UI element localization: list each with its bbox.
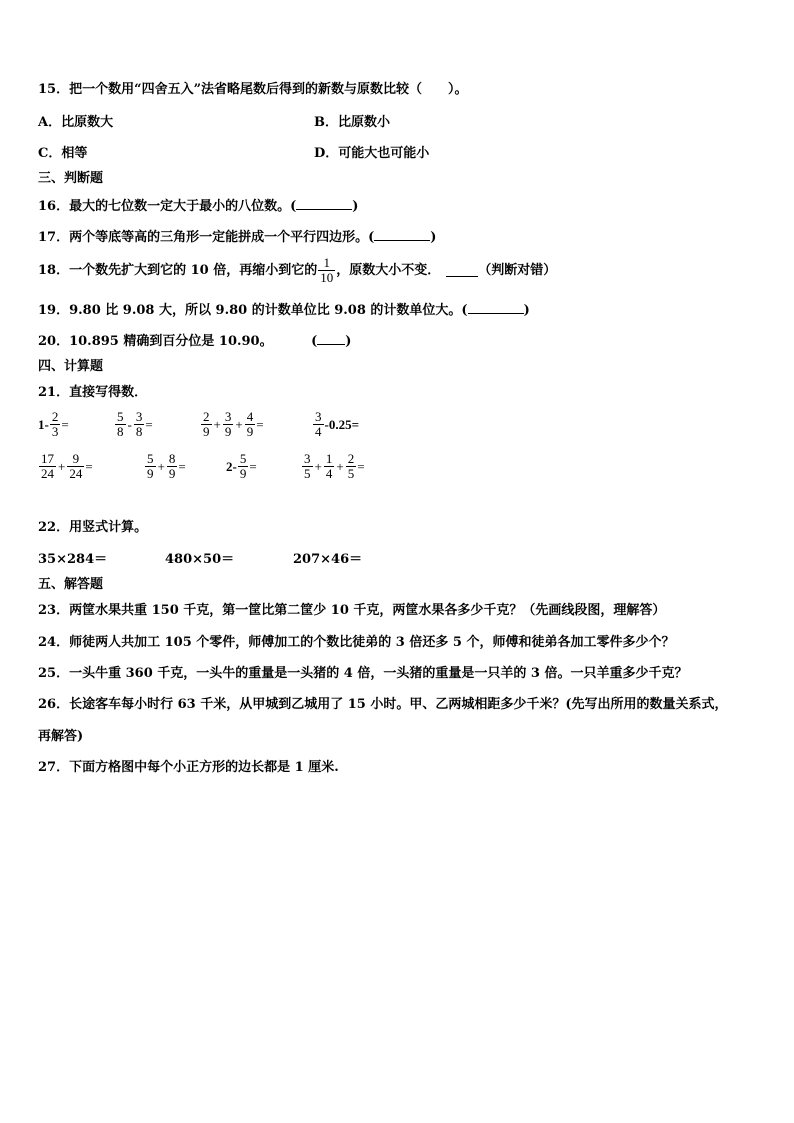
fraction-one-tenth: $\frac{1}{10}$: [320, 255, 334, 285]
question-17: 17．两个等底等高的三角形一定能拼成一个平行四边形。( ): [38, 230, 437, 245]
question-21: 21．直接写得数．: [38, 385, 148, 400]
vertical-calc-1: 35×284＝: [38, 552, 108, 567]
question-20: 20．10.895 精确到百分位是 10.90。 ( ): [38, 334, 352, 349]
question-16-text: 16．最大的七位数一定大于最小的八位数。(: [38, 199, 297, 214]
question-16: 16．最大的七位数一定大于最小的八位数。( ): [38, 199, 359, 214]
expr-4: $\frac{3}{4}$ -0.25=: [315, 409, 359, 439]
question-26-continued: 再解答): [38, 729, 84, 744]
question-20-text: 20．10.895 精确到百分位是 10.90。: [38, 334, 273, 349]
question-18-text: 18．一个数先扩大到它的 10 倍，再缩小到它的: [38, 262, 318, 278]
question-26: 26．长途客车每小时行 63 千米，从甲城到乙城用了 15 小时。甲、乙两城相距多少千米？(先写出所用的数量关系式，: [38, 697, 728, 712]
question-24: 24．师徒两人共加工 105 个零件，师傅加工的个数比徒弟的 3 倍还多 5 个，师傅和徒弟各加工零件多少个？: [38, 635, 675, 650]
question-25: 25．一头牛重 360 千克，一头牛的重量是一头猪的 4 倍，一头猪的重量是一只羊的 3 倍。一只羊重多少千克？: [38, 666, 688, 681]
expr-3: $\frac{2}{9}$ + $\frac{3}{9}$ + $\frac{4}{9}$ =: [203, 409, 264, 439]
question-19: 19．9.80 比 9.08 大，所以 9.80 的计数单位比 9.08 的计数单位大。( ): [38, 303, 530, 318]
question-18: 18．一个数先扩大到它的 10 倍，再缩小到它的 $\frac{1}{10}$ ，原数大小不变． （判断对错）: [38, 255, 557, 285]
answer-blank-16[interactable]: [296, 197, 352, 210]
expr-7: 2- $\frac{5}{9}$ =: [226, 451, 257, 481]
option-c[interactable]: C．相等: [38, 146, 88, 161]
question-17-text: 17．两个等底等高的三角形一定能拼成一个平行四边形。(: [38, 230, 375, 245]
section-heading-calculation: 四、计算题: [38, 359, 104, 374]
section-heading-solve: 五、解答题: [38, 577, 104, 592]
question-22: 22．用竖式计算。: [38, 520, 148, 535]
answer-blank-20[interactable]: [317, 332, 345, 345]
question-19-text: 19．9.80 比 9.08 大，所以 9.80 的计数单位比 9.08 的计数单位大。(: [38, 303, 468, 318]
option-d[interactable]: D．可能大也可能小: [314, 146, 430, 161]
option-a[interactable]: A．比原数大: [38, 115, 114, 130]
answer-blank-17[interactable]: [374, 228, 430, 241]
question-15: 15．把一个数用“四舍五入”法省略尾数后得到的新数与原数比较（ ）。: [38, 82, 468, 97]
section-heading-judgment: 三、判断题: [38, 171, 104, 186]
answer-blank-18[interactable]: [446, 264, 478, 277]
answer-blank-19[interactable]: [468, 301, 524, 314]
expr-2: $\frac{5}{8}$ - $\frac{3}{8}$ =: [117, 409, 153, 439]
question-23: 23．两筐水果共重 150 千克，第一筐比第二筐少 10 千克，两筐水果各多少千克？（先画线段图，理解答）: [38, 603, 666, 618]
option-b[interactable]: B．比原数小: [314, 115, 390, 130]
expr-5: $\frac{17}{24}$ + $\frac{9}{24}$ =: [41, 451, 93, 481]
expr-1: 1- $\frac{2}{3}$ =: [38, 409, 69, 439]
expr-6: $\frac{5}{9}$ + $\frac{8}{9}$ =: [147, 451, 186, 481]
vertical-calc-3: 207×46＝: [293, 552, 363, 567]
expr-8: $\frac{3}{5}$ + $\frac{1}{4}$ + $\frac{2}{5}$ =: [304, 451, 365, 481]
question-27: 27．下面方格图中每个小正方形的边长都是 1 厘米.: [38, 760, 339, 775]
vertical-calc-2: 480×50＝: [165, 552, 235, 567]
